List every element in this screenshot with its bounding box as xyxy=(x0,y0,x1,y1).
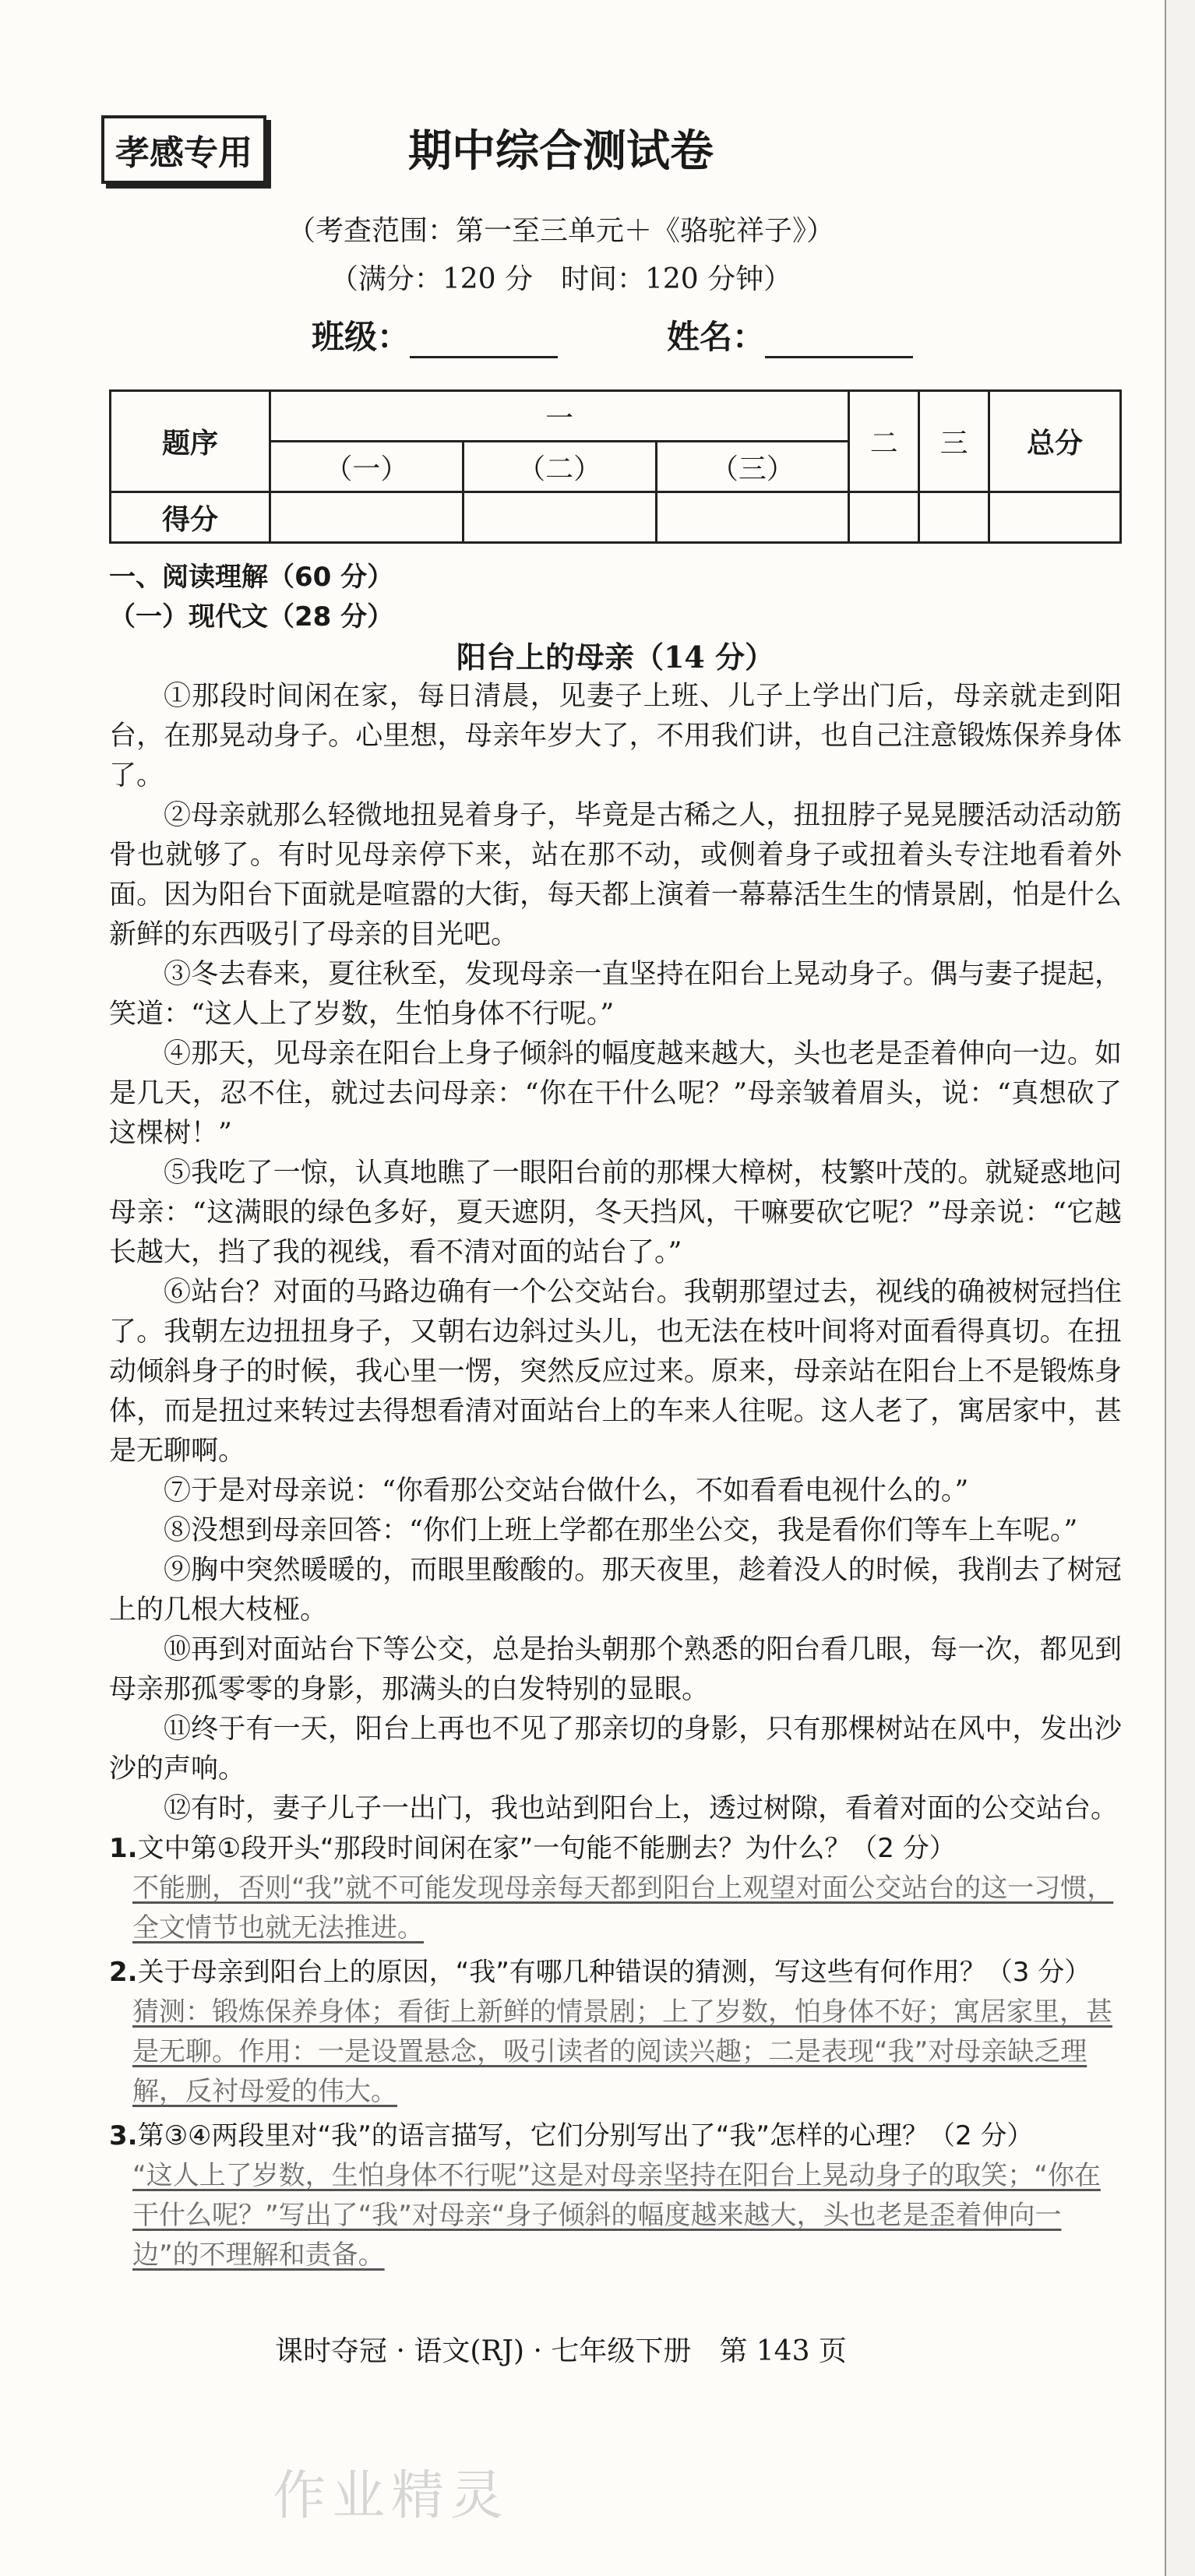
page-footer: 课时夺冠 · 语文(RJ) · 七年级下册 第 143 页 xyxy=(275,2335,847,2367)
page-title: 期中综合测试卷 xyxy=(408,126,714,177)
score-cell[interactable] xyxy=(919,492,989,543)
name-label: 姓名： xyxy=(667,318,766,356)
class-blank[interactable] xyxy=(410,325,558,358)
paragraph: ⑩再到对面站台下等公交，总是抬头朝那个熟悉的阳台看几眼，每一次，都见到母亲那孤零零的身影，那满头的白发特别的显眼。 xyxy=(109,1634,1122,1705)
score-col-p2: （二） xyxy=(463,442,656,492)
question xyxy=(109,1953,1122,1993)
question-text: 第③④两段里对“我”的语言描写，它们分别写出了“我”怎样的心理？（2 分） xyxy=(137,2120,1034,2151)
score-col-p1: （一） xyxy=(270,442,464,492)
answer: 不能删，否则“我”就不可能发现母亲每天都到阳台上观望对面公交站台的这一习惯，全文情节也就无法推进。 xyxy=(132,1873,1114,1943)
paragraph: ③冬去春来，夏往秋至，发现母亲一直坚持在阳台上晃动身子。偶与妻子提起，笑道：“这人上了岁数，生怕身体不行呢。” xyxy=(109,959,1122,1030)
paragraph: ⑨胸中突然暖暖的，而眼里酸酸的。那天夜里，趁着没人的时候，我削去了树冠上的几根大枝桠。 xyxy=(109,1555,1122,1626)
answer: “这人上了岁数，生怕身体不行呢”这是对母亲坚持在阳台上晃动身子的取笑；“你在干什么呢？”写出了“我”对母亲“身子倾斜的幅度越来越大，头也老是歪着伸向一边”的不理解和责备。 xyxy=(132,2160,1101,2271)
question-text: 文中第①段开头“那段时间闲在家”一句能不能删去？为什么？（2 分） xyxy=(137,1833,956,1864)
adjacent-page-edge xyxy=(1165,0,1195,2576)
score-col-p3: （三） xyxy=(656,442,849,492)
paragraph: ⑧没想到母亲回答：“你们上班上学都在那坐公交，我是看你们等车上车呢。” xyxy=(164,1515,1078,1546)
score-cell[interactable] xyxy=(463,492,656,543)
score-col-total: 总分 xyxy=(989,391,1121,492)
paragraph: ⑦于是对母亲说：“你看那公交站台做什么，不如看看电视什么的。” xyxy=(164,1475,969,1506)
paragraph: ⑪终于有一天，阳台上再也不见了那亲切的身影，只有那棵树站在风中，发出沙沙的声响。 xyxy=(109,1714,1122,1785)
score-col-three: 三 xyxy=(919,391,989,492)
exam-scope: （考查范围：第一至三单元＋《骆驼祥子》） xyxy=(287,215,834,247)
watermark: 作业精灵 xyxy=(273,2465,510,2527)
question-number: 3. xyxy=(109,2120,138,2151)
score-cell[interactable] xyxy=(270,492,464,543)
score-cell[interactable] xyxy=(656,492,849,543)
class-field[interactable] xyxy=(312,312,558,358)
score-table xyxy=(109,389,1122,544)
paragraph: ④那天，见母亲在阳台上身子倾斜的幅度越来越大，头也老是歪着伸向一边。如是几天，忍不住，就过去问母亲：“你在干什么呢？”母亲皱着眉头，说：“真想砍了这棵树！” xyxy=(109,1038,1122,1149)
exam-meta: （满分：120 分 时间：120 分钟） xyxy=(330,263,792,295)
exam-content xyxy=(109,558,1122,2280)
question xyxy=(109,1829,1122,1869)
class-label: 班级： xyxy=(312,318,411,356)
subsection-heading: （一）现代文（28 分） xyxy=(109,601,394,633)
score-col-two: 二 xyxy=(849,391,919,492)
answer: 猜测：锻炼保养身体；看街上新鲜的情景剧；上了岁数，怕身体不好；寓居家里，甚是无聊。作用：一是设置悬念，吸引读者的阅读兴趣；二是表现“我”对母亲缺乏理解，反衬母爱的伟大。 xyxy=(132,1996,1112,2107)
section-heading: 一、阅读理解（60 分） xyxy=(109,562,394,593)
question-text: 关于母亲到阳台上的原因，“我”有哪几种错误的猜测，写这些有何作用？（3 分） xyxy=(137,1957,1091,1988)
question xyxy=(109,2116,1122,2156)
student-info xyxy=(312,312,935,358)
score-cell[interactable] xyxy=(849,492,919,543)
passage-title: 阳台上的母亲（14 分） xyxy=(456,640,775,675)
score-col-one: 一 xyxy=(270,391,849,442)
question-number: 1. xyxy=(109,1833,138,1864)
paragraph: ⑫有时，妻子儿子一出门，我也站到阳台上，透过树隙，看着对面的公交站台。 xyxy=(164,1793,1119,1824)
paragraph: ⑥站台？对面的马路边确有一个公交站台。我朝那望过去，视线的确被树冠挡住了。我朝左边扭扭身子，又朝右边斜过头儿，也无法在枝叶间将对面看得真切。在扭动倾斜身子的时候，我心里一愣，突然反应过来。原来，母亲站在阳台上不是锻炼身体，而是扭过来转过去得想看清对面站台上的车来人往呢。这人老了，寓居家中，甚是无聊啊。 xyxy=(109,1277,1122,1467)
question-number: 2. xyxy=(109,1957,138,1988)
paragraph: ①那段时间闲在家，每日清晨，见妻子上班、儿子上学出门后，母亲就走到阳台，在那晃动身子。心里想，母亲年岁大了，不用我们讲，也自己注意锻炼保养身体了。 xyxy=(109,681,1122,791)
name-blank[interactable] xyxy=(765,325,913,358)
name-field[interactable] xyxy=(667,312,913,358)
region-badge: 孝感专用 xyxy=(101,115,266,184)
score-row-label: 题序 xyxy=(111,391,270,492)
paragraph: ⑤我吃了一惊，认真地瞧了一眼阳台前的那棵大樟树，枝繁叶茂的。就疑惑地问母亲：“这满眼的绿色多好，夏天遮阴，冬天挡风，干嘛要砍它呢？”母亲说：“它越长越大，挡了我的视线，看不清对面的站台了。” xyxy=(109,1158,1122,1268)
score-label: 得分 xyxy=(111,492,270,543)
paragraph: ②母亲就那么轻微地扭晃着身子，毕竟是古稀之人，扭扭脖子晃晃腰活动活动筋骨也就够了。有时见母亲停下来，站在那不动，或侧着身子或扭着头专注地看着外面。因为阳台下面就是喧嚣的大街，每天都上演着一幕幕活生生的情景剧，怕是什么新鲜的东西吸引了母亲的目光吧。 xyxy=(109,800,1122,950)
score-cell[interactable] xyxy=(989,492,1121,543)
